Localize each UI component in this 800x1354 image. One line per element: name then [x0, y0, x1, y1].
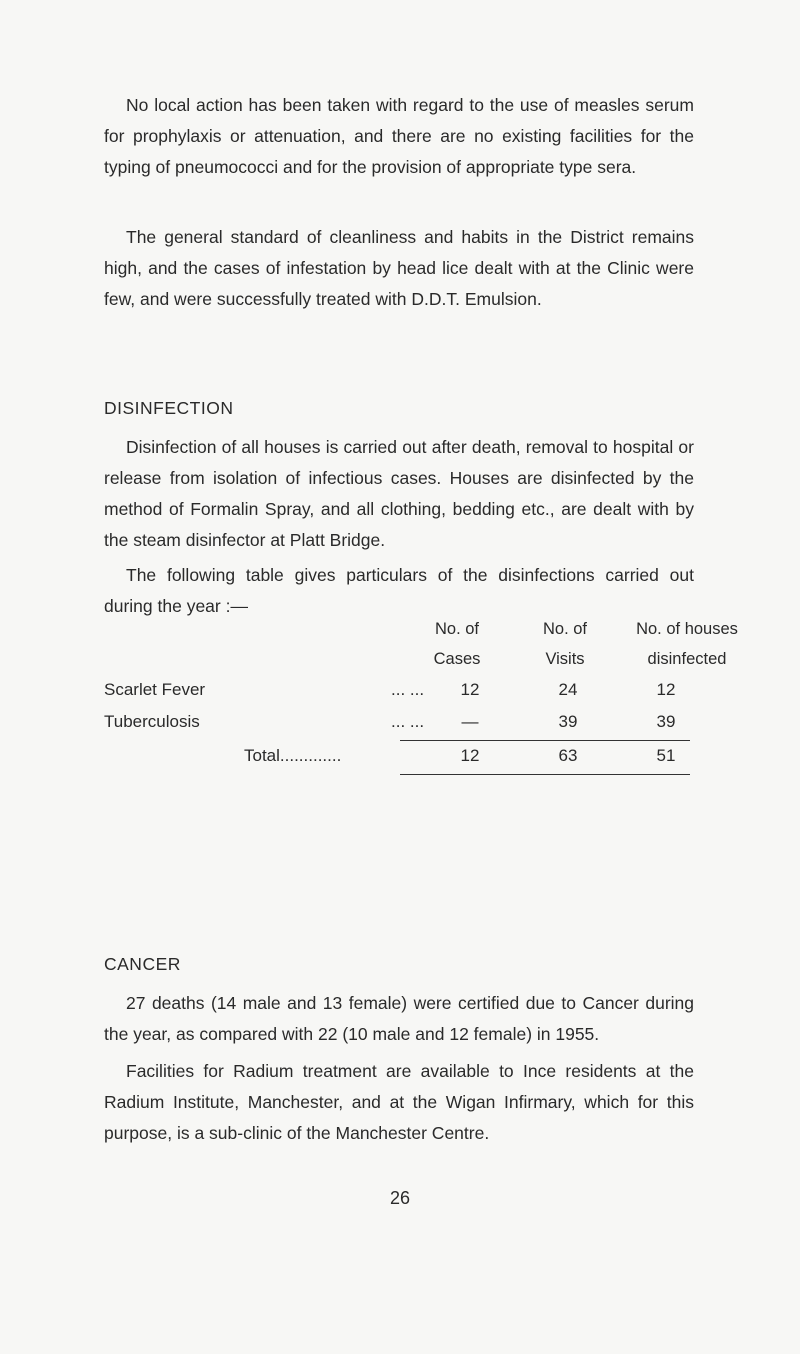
cell-houses: 39: [656, 712, 676, 731]
total-visits: 63: [558, 746, 578, 765]
table-intro-paragraph: The following table gives particulars of the disinfections carried out during the year :—: [104, 565, 694, 616]
cancer-deaths-paragraph: 27 deaths (14 male and 13 female) were certified due to Cancer during the year, as compared with 22 (10 male and 12 female) in 1955.: [104, 993, 694, 1044]
page-number: 26: [389, 1188, 411, 1208]
measles-paragraph: No local action has been taken with regard to the use of measles serum for prophylaxis or attenuation, and there are no existing facilities for the typing of pneumococci and for the provision of appropriate type sera.: [104, 95, 694, 177]
total-label: Total.............: [244, 746, 342, 765]
cell-houses: 12: [656, 680, 676, 699]
cell-visits: 24: [558, 680, 578, 699]
cell-cases: —: [461, 712, 479, 731]
disinfection-paragraph: Disinfection of all houses is carried out after death, removal to hospital or release from isolation of infectious cases. Houses are disinfected by the method of Formalin Spray, and all clothing, bedding etc., are dealt with by the steam disinfector at Platt Bridge.: [104, 437, 694, 550]
row-dots: ... ...: [391, 712, 425, 731]
row-label-tuberculosis: Tuberculosis: [104, 712, 200, 731]
total-houses: 51: [656, 746, 676, 765]
radium-facilities-paragraph: Facilities for Radium treatment are available to Ince residents at the Radium Institute, Manchester, and at the Wigan Infirmary, which for this purpose, is a sub-clinic of the Manchester Centre.: [104, 1061, 694, 1143]
header-houses-line1: No. of houses: [636, 620, 738, 638]
header-houses-line2: disinfected: [647, 650, 727, 668]
total-cases: 12: [460, 746, 480, 765]
cell-cases: 12: [460, 680, 480, 699]
cell-visits: 39: [558, 712, 578, 731]
header-cases-line1: No. of: [434, 620, 480, 638]
disinfection-heading: DISINFECTION: [104, 398, 234, 418]
total-top-rule: [400, 740, 690, 741]
row-dots: ... ...: [391, 680, 425, 699]
cancer-heading: CANCER: [104, 954, 181, 974]
row-label-scarlet-fever: Scarlet Fever: [104, 680, 206, 699]
cleanliness-paragraph: The general standard of cleanliness and habits in the District remains high, and the cases of infestation by head lice dealt with at the Clinic were few, and were successfully treated with D.D.T. Emulsion.: [104, 227, 694, 309]
header-cases-line2: Cases: [433, 650, 481, 668]
total-bottom-rule: [400, 774, 690, 775]
header-visits-line1: No. of: [542, 620, 588, 638]
header-visits-line2: Visits: [545, 650, 585, 668]
